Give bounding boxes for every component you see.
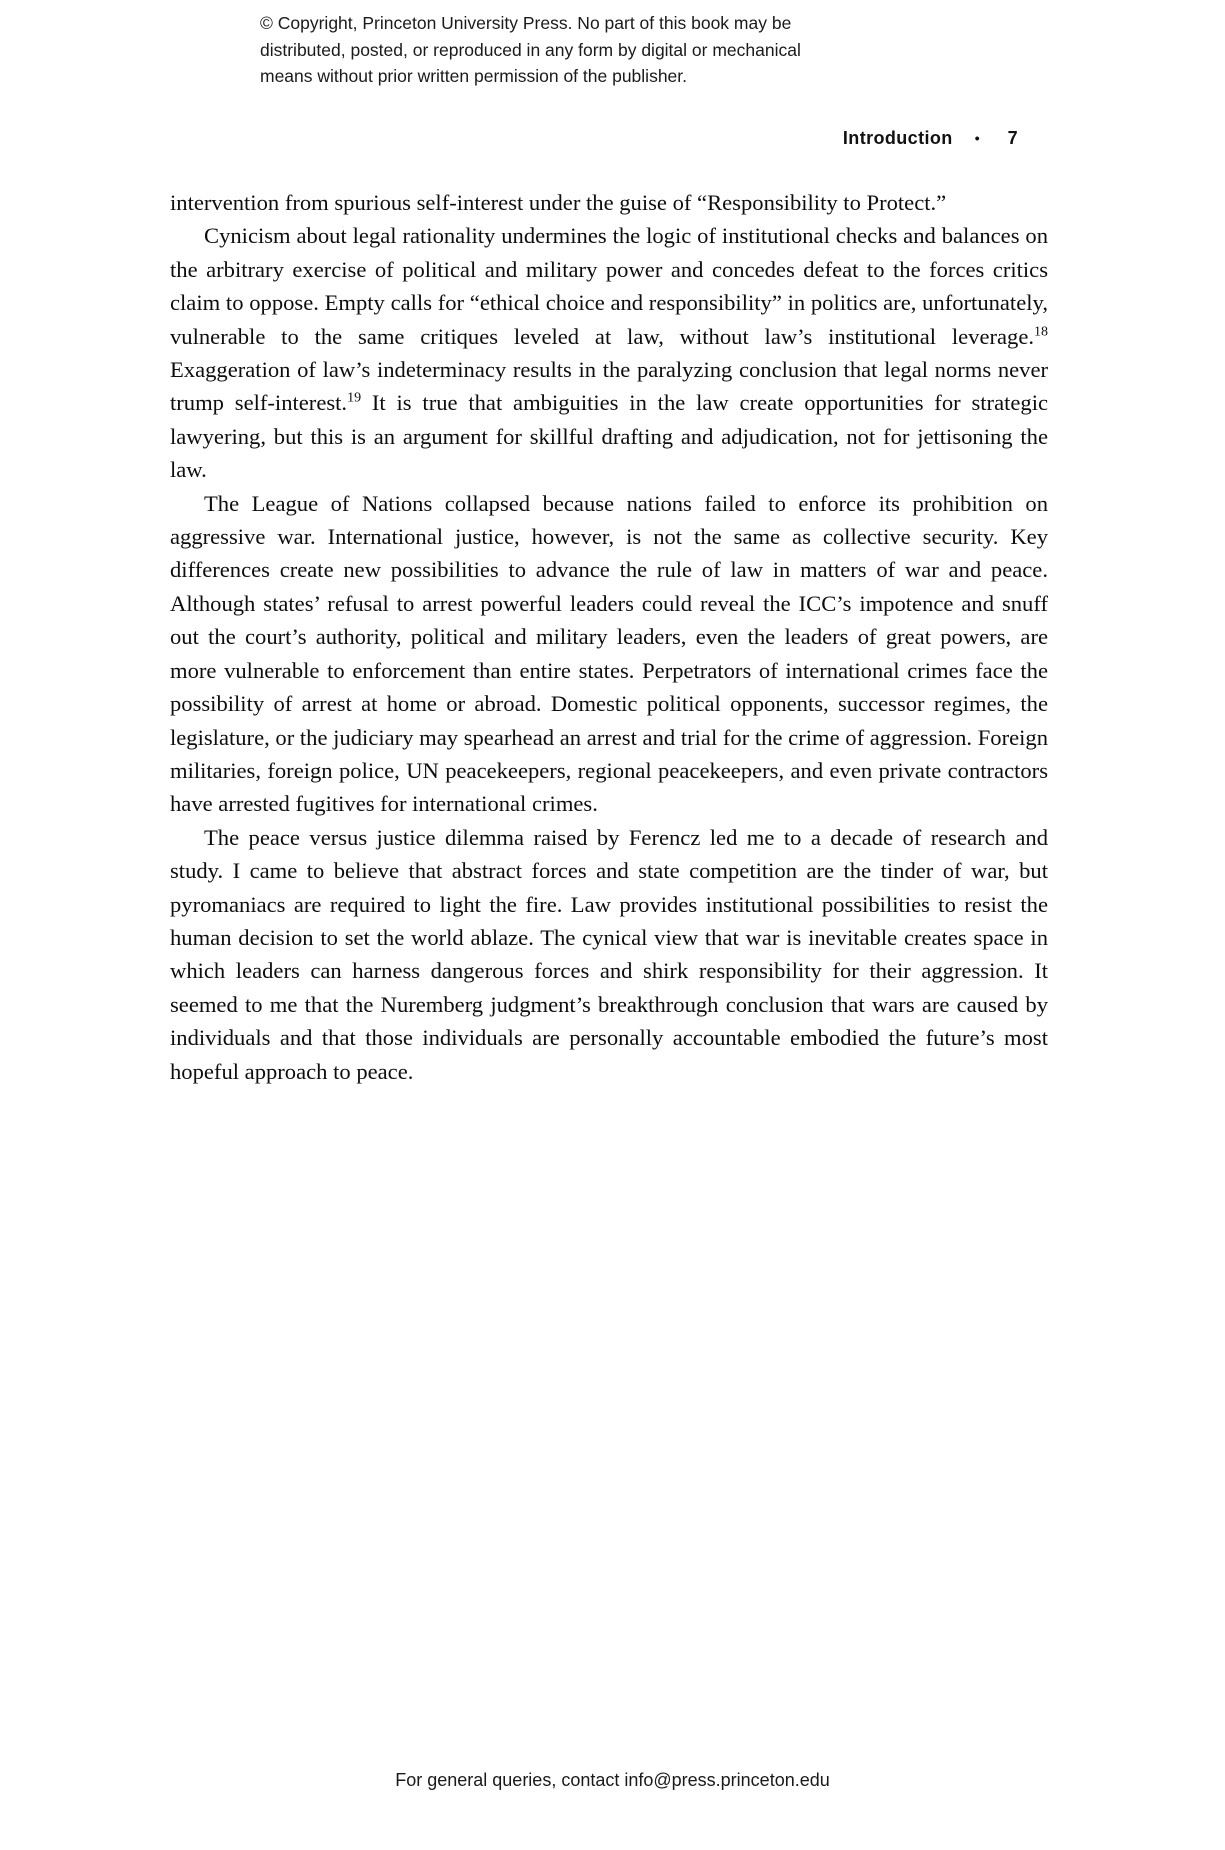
paragraph-2-part-b: Exaggeration of law’s indeterminacy results in the paralyzing conclusion that legal norms never trump self-interest.	[170, 357, 1048, 416]
copyright-notice-line-3: means without prior written permission of the publisher.	[260, 66, 688, 87]
paragraph-4: The peace versus justice dilemma raised by Ferencz led me to a decade of research and study. I came to believe that abstract forces and state competition are the tinder of war, but pyromaniacs are required to light the fire. Law provides institutional possibilities to resist the human decision to set the world ablaze. The cynical view that war is inevitable creates space in which leaders can harness dangerous forces and shirk responsibility for their aggression. It seemed to me that the Nuremberg judgment’s breakthrough conclusion that wars are caused by individuals and that those individuals are personally accountable embodied the future’s most hopeful approach to peace.	[170, 824, 1048, 1084]
footnote-marker-18: 18	[1034, 324, 1048, 340]
running-head-separator: •	[974, 129, 980, 146]
footnote-marker-19: 19	[347, 390, 362, 406]
running-head-chapter: Introduction	[842, 128, 953, 148]
running-head	[843, 128, 1018, 149]
body-text	[170, 186, 1048, 1088]
paragraph-2-part-c: It is true that ambiguities in the law create opportunities for strategic lawyering, but this is an argument for skillful drafting and adjudication, not for jettisoning the law.	[170, 390, 1049, 483]
paragraph-2	[170, 219, 1048, 486]
paragraph-2-part-a: Cynicism about legal rationality undermines the logic of institutional checks and balances on the arbitrary exercise of political and military power and concedes defeat to the forces critics claim to oppose. Empty calls for “ethical choice and responsibility” in politics are, unfortunately, vulnerable to the same critiques leveled at law, without law’s institutional leverage.	[170, 223, 1048, 349]
paragraph-1: intervention from spurious self-interest under the guise of “Responsibility to Protect.”	[170, 190, 947, 215]
copyright-notice-line-1: © Copyright, Princeton University Press. No part of this book may be	[260, 13, 792, 33]
copyright-notice	[260, 10, 960, 90]
page-number: 7	[1007, 128, 1018, 148]
copyright-notice-line-2: distributed, posted, or reproduced in any form by digital or mechanical	[260, 39, 801, 60]
paragraph-3: The League of Nations collapsed because nations failed to enforce its prohibition on aggressive war. International justice, however, is not the same as collective security. Key differences create new possibilities to advance the rule of law in matters of war and peace. Although states’ refusal to arrest powerful leaders could reveal the ICC’s impotence and snuff out the court’s authority, political and military leaders, even the leaders of great powers, are more vulnerable to enforcement than entire states. Perpetrators of international crimes face the possibility of arrest at home or abroad. Domestic political opponents, successor regimes, the legislature, or the judiciary may spearhead an arrest and trial for the crime of aggression. Foreign militaries, foreign police, UN peacekeepers, regional peacekeepers, and even private contractors have arrested fugitives for international crimes.	[170, 490, 1048, 817]
footer-queries-note: For general queries, contact info@press.princeton.edu	[395, 1770, 830, 1790]
